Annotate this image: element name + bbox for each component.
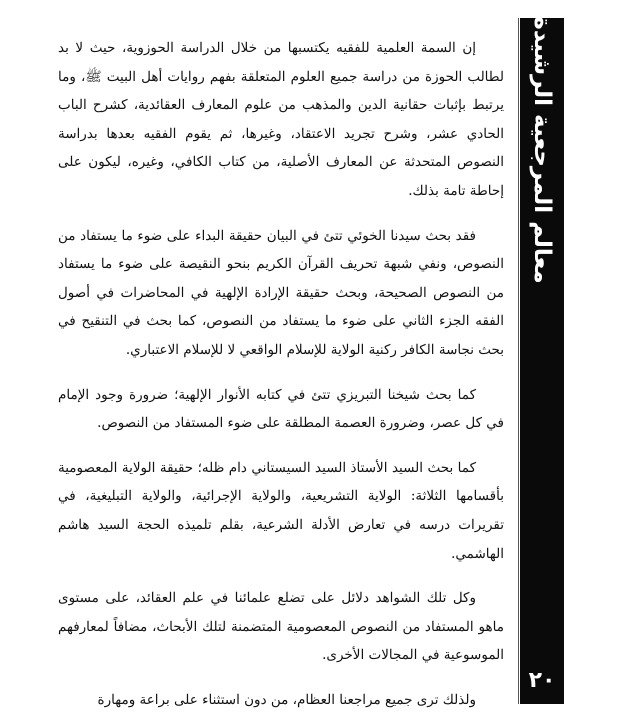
paragraph: كما بحث السيد الأستاذ السيد السيستاني دام ظله؛ حقيقة الولاية المعصومية بأقسامها الثلاثة: الولاية التشريعية، والولاية الإجرائية، والولاية التبليغية، في تقريرات درسه في تعارض الأدلة الشرعية، بقلم تلميذه الحجة السيد هاشم الهاشمي. [58, 459, 504, 562]
side-strip-divider [518, 18, 519, 704]
page-number: ٢٠ [528, 668, 556, 693]
page-body-text [58, 34, 504, 714]
paragraph: فقد بحث سيدنا الخوئي تتئ في البيان حقيقة البداء على ضوء ما يستفاد من النصوص، ونفي شبهة تحريف القرآن الكريم بنحو النقيصة على ضوء ما يستفاد من النصوص الصحيحة، وبحث حقيقة الإرادة الإلهية في المحاضرات في أصول الفقه الجزء الثاني على ضوء ما يستفاد من النصوص، كما بحث في التنقيح في بحث نجاسة الكافر ركنية الولاية للإسلام الواقعي لا للإسلام الاعتباري. [58, 227, 504, 358]
running-book-title: معالم المرجعية الرشيدة [529, 16, 555, 284]
paragraph: إن السمة العلمية للفقيه يكتسبها من خلال الدراسة الحوزوية، حيث لا بد لطالب الحوزة من دراسة جميع العلوم المتعلقة بفهم روايات أهل البيت ﷺ، وما يرتبط بإثبات حقانية الدين والمذهب من علوم المعارف العقائدية، كشرح الباب الحادي عشر، وشرح تجريد الاعتقاد، وغيرها، ثم يقوم الفقيه بعدها بدراسة النصوص المتحدثة عن المعارف الأصلية، من كتاب الكافي، وغيره، ليكون على إحاطة تامة بذلك. [58, 40, 504, 199]
paragraph: وكل تلك الشواهد دلائل على تضلع علمائنا في علم العقائد، على مستوى ماهو المستفاد من النصوص المعصومية المتضمنة لتلك الأبحاث، مضافاً لمعارفهم الموسوعية في المجالات الأخرى. [58, 590, 504, 664]
paragraph: كما بحث شيخنا التبريزي تتئ في كتابه الأنوار الإلهية؛ ضرورة وجود الإمام في كل عصر، وضرورة العصمة المطلقة على ضوء المستفاد من النصوص. [58, 386, 504, 432]
paragraph: ولذلك ترى جميع مراجعنا العظام، من دون استثناء على براعة ومهارة [97, 691, 476, 708]
